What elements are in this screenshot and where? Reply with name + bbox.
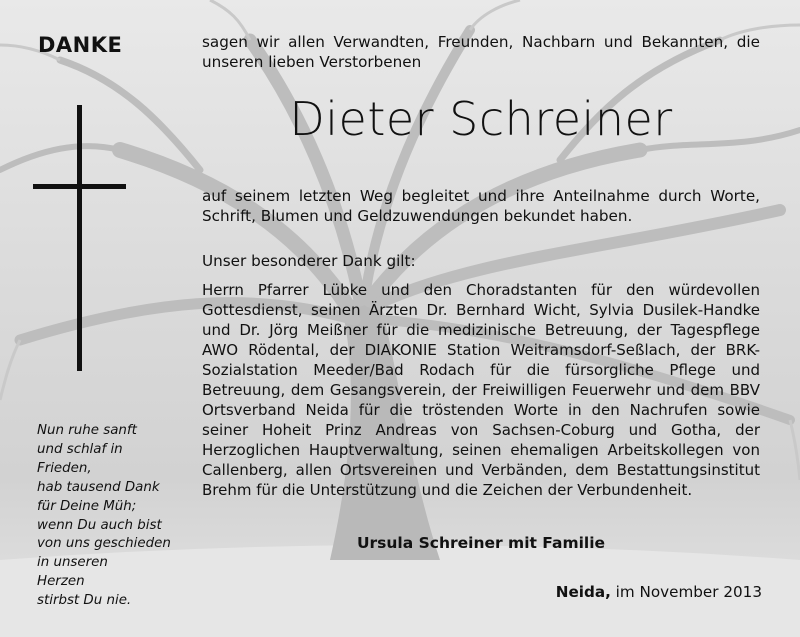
date: im November 2013 xyxy=(615,583,762,601)
place: Neida, xyxy=(555,583,611,601)
poem-line: und schlaf in xyxy=(37,441,123,457)
poem-line: in unseren xyxy=(37,555,108,571)
poem-line: Herzen xyxy=(37,574,85,590)
signature: Ursula Schreiner mit Familie xyxy=(356,534,606,552)
special-thanks-heading: Unser besonderer Dank gilt: xyxy=(202,252,416,270)
intro-text: sagen wir allen Verwandten, Freunden, Nachbarn und Bekannten, die unseren lieben Verstorbenen xyxy=(202,33,760,71)
place-date xyxy=(556,583,762,601)
special-thanks-paragraph: Herrn Pfarrer Lübke und den Choradstanten für den würdevollen Gottesdienst, seinen Ärzten Dr. Bernhard Wicht, Sylvia Dusilek-Handke und Dr. Jörg Meißner für die medizinische Betreuung, der Tagespflege AWO Rödental, der DIAKONIE Station Weitramsdorf-Seßlach, der BRK-Sozialstation Meeder/Bad Rodach für die fürsorgliche Pflege und Betreuung, dem Gesangsverein, der Freiwilligen Feuerwehr und dem BBV Ortsverband Neida für die tröstenden Worte in den Nachrufen sowie seiner Hoheit Prinz Andreas von Sachsen-Coburg und Gotha, der Herzoglichen Hauptverwaltung, seinen ehemaligen Arbeitskollegen von Callenberg, allen Ortsvereinen und Verbänden, dem Bestattungsinstitut Brehm für die Unterstützung und die Zeichen der Verbundenheit. xyxy=(202,281,760,499)
poem-line: hab tausend Dank xyxy=(37,479,160,495)
deceased-name: Dieter Schreiner xyxy=(289,92,673,146)
poem xyxy=(37,422,187,611)
poem-line: Frieden, xyxy=(37,460,92,476)
poem-line: Nun ruhe sanft xyxy=(37,423,137,438)
thanks-paragraph: auf seinem letzten Weg begleitet und ihre Anteilnahme durch Worte, Schrift, Blumen und Geldzuwendungen bekundet haben. xyxy=(202,187,760,225)
cross-icon-bar xyxy=(33,184,126,189)
poem-line: stirbst Du nie. xyxy=(37,593,132,609)
poem-line: wenn Du auch bist xyxy=(37,517,162,533)
poem-line: für Deine Müh; xyxy=(37,498,137,514)
cross-icon xyxy=(77,105,82,371)
heading-danke: DANKE xyxy=(38,33,123,57)
poem-line: von uns geschieden xyxy=(37,536,171,552)
